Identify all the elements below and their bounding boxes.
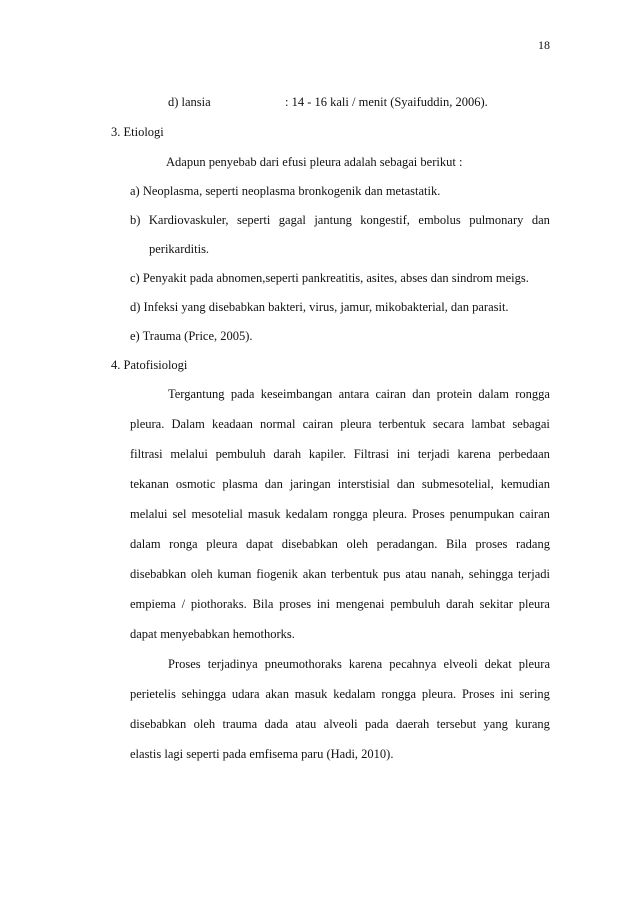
etiologi-item-e: e) Trauma (Price, 2005). <box>130 329 253 343</box>
para2-line-last: elastis lagi seperti pada emfisema paru (Hadi, 2010). <box>130 747 394 761</box>
para1-line: dalam ronga pleura dapat disebabkan oleh peradangan. Bila proses radang <box>130 537 550 551</box>
para1-line-last: dapat menyebabkan hemothorks. <box>130 627 295 641</box>
para2-line: perietelis sehingga udara akan masuk kedalam rongga pleura. Proses ini sering <box>130 687 550 701</box>
page-number: 18 <box>538 38 550 52</box>
etiologi-intro: Adapun penyebab dari efusi pleura adalah sebagai berikut : <box>166 155 463 169</box>
etiologi-item-c: c) Penyakit pada abnomen,seperti pankreatitis, asites, abses dan sindrom meigs. <box>130 271 529 285</box>
etiologi-item-b: b) Kardiovaskuler, seperti gagal jantung kongestif, embolus pulmonary dan <box>130 213 550 227</box>
etiologi-item-b-cont: perikarditis. <box>149 242 210 256</box>
para1-line: pleura. Dalam keadaan normal cairan pleura terbentuk secara lambat sebagai <box>130 417 550 431</box>
para1-line: melalui sel mesotelial masuk kedalam rongga pleura. Proses penumpukan cairan <box>130 507 550 521</box>
etiologi-item-d: d) Infeksi yang disebabkan bakteri, virus, jamur, mikobakterial, dan parasit. <box>130 300 509 314</box>
section-heading-etiologi: 3. Etiologi <box>111 125 164 139</box>
etiologi-item-a: a) Neoplasma, seperti neoplasma bronkogenik dan metastatik. <box>130 184 441 198</box>
para2-line: disebabkan oleh trauma dada atau alveoli pada daerah tersebut yang kurang <box>130 717 550 731</box>
para1-line: filtrasi melalui pembuluh darah kapiler. Filtrasi ini terjadi karena perbedaan <box>130 447 550 461</box>
para2-line: Proses terjadinya pneumothoraks karena pecahnya elveoli dekat pleura <box>168 657 550 671</box>
para1-line: Tergantung pada keseimbangan antara cairan dan protein dalam rongga <box>168 387 550 401</box>
para1-line: tekanan osmotic plasma dan jaringan interstisial dan submesotelial, kemudian <box>130 477 550 491</box>
section-heading-patofisiologi: 4. Patofisiologi <box>111 358 188 372</box>
para1-line: disebabkan oleh kuman fiogenik akan terbentuk pus atau nanah, sehingga terjadi <box>130 567 550 581</box>
list-item-lansia-label: d) lansia <box>168 95 211 109</box>
list-item-lansia-value: : 14 - 16 kali / menit (Syaifuddin, 2006). <box>285 95 488 109</box>
para1-line: empiema / piothoraks. Bila proses ini mengenai pembuluh darah sekitar pleura <box>130 597 550 611</box>
